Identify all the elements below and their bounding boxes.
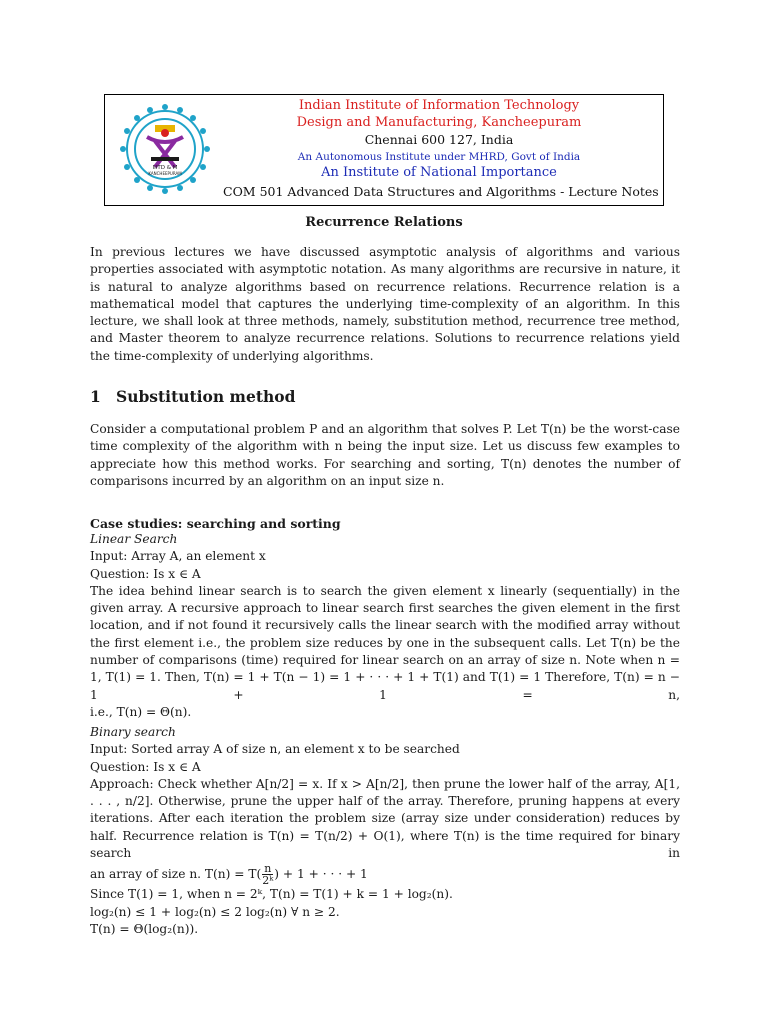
- institute-header-box: [104, 94, 664, 206]
- linear-search-input: Input: Array A, an element x: [90, 549, 266, 564]
- equation-fraction: [262, 863, 273, 886]
- institute-name-line1: Indian Institute of Information Technology: [298, 98, 580, 113]
- header-text-block: [223, 95, 659, 205]
- institute-name-line2: Design and Manufacturing, Kancheepuram: [296, 115, 582, 130]
- binary-search-question: Question: Is x ∈ A: [90, 759, 201, 774]
- section-number: 1: [90, 387, 101, 406]
- course-title: COM 501 Advanced Data Structures and Algorithms - Lecture Notes: [223, 184, 659, 199]
- page-title: Recurrence Relations: [305, 215, 463, 230]
- substitution-paragraph: Consider a computational problem P and an algorithm that solves P. Let T(n) be the worst-case time complexity of the algorithm with n being the input size. Let us discuss few examples to appreciate how this method works. For searching and sorting, T(n) denotes the number of comparisons incurred by an algorithm on an input size n.: [90, 422, 680, 488]
- case-studies-heading: Case studies: searching and sorting: [90, 516, 341, 531]
- fraction-numerator: n: [264, 862, 272, 876]
- binary-search-body: Approach: Check whether A[n/2] = x. If x > A[n/2], then prune the lower half of the array, A[1, . . . , n/2]. Otherwise, prune the upper half of the array. Therefore, pruning happens at every iterations. After each iteration the problem size (array size under consideration) reduces by half. Recurrence relation is T(n) = T(n/2) + O(1), where T(n) is the time required for binary search in: [90, 776, 680, 861]
- equation-prefix: an array of size n. T(n) = T(: [90, 867, 262, 882]
- institute-logo-icon: [117, 101, 213, 197]
- fraction-denominator: 2ᵏ: [262, 874, 274, 888]
- linear-search-body: The idea behind linear search is to search the given element x linearly (sequentially) in the given array. A recursive approach to linear search first searches the given element in the first location, and if not found it recursively calls the linear search with the modified array without the first element i.e., the problem size reduces by one in the subsequent calls. Let T(n) be the number of comparisons (time) required for linear search on an array of size n. Note when n = 1, T(1) = 1. Then, T(n) = 1 + T(n − 1) = 1 + · · · + 1 + T(1) and T(1) = 1 Therefore, T(n) = n − 1 + 1 = n,: [90, 583, 680, 702]
- institute-importance: An Institute of National Importance: [321, 165, 557, 180]
- svg-text:IIITD & M: IIITD & M: [152, 165, 178, 171]
- binary-search-line-b: log₂(n) ≤ 1 + log₂(n) ≤ 2 log₂(n) ∀ n ≥ 2.: [90, 904, 340, 919]
- section-heading: [90, 387, 295, 406]
- binary-search-block: [90, 724, 680, 938]
- linear-search-title: Linear Search: [90, 532, 178, 546]
- linear-search-result: i.e., T(n) = Θ(n).: [90, 704, 192, 719]
- binary-search-title: Binary search: [90, 725, 176, 739]
- binary-search-line-a: Since T(1) = 1, when n = 2ᵏ, T(n) = T(1) + k = 1 + log₂(n).: [90, 887, 453, 902]
- linear-search-question: Question: Is x ∈ A: [90, 566, 201, 581]
- binary-search-line-c: T(n) = Θ(log₂(n)).: [90, 921, 199, 936]
- institute-address: Chennai 600 127, India: [364, 132, 514, 147]
- svg-text:KANCHEEPURAM: KANCHEEPURAM: [148, 171, 182, 176]
- intro-paragraph: In previous lectures we have discussed asymptotic analysis of algorithms and various properties associated with asymptotic notation. As many algorithms are recursive in nature, it is natural to analyze algorithms based on recurrence relations. Recurrence relation is a mathematical model that captures the underlying time-complexity of an algorithm. In this lecture, we shall look at three methods, namely, substitution method, recurrence tree method, and Master theorem to analyze recurrence relations. Solutions to recurrence relations yield the time-complexity of underlying algorithms.: [90, 245, 680, 363]
- linear-search-block: [90, 531, 680, 721]
- institute-autonomy: An Autonomous Institute under MHRD, Govt of India: [297, 151, 581, 163]
- equation-suffix: ) + 1 + · · · + 1: [274, 867, 368, 882]
- binary-search-input: Input: Sorted array A of size n, an element x to be searched: [90, 742, 460, 757]
- binary-search-equation: [90, 862, 680, 886]
- section-title: Substitution method: [116, 387, 296, 406]
